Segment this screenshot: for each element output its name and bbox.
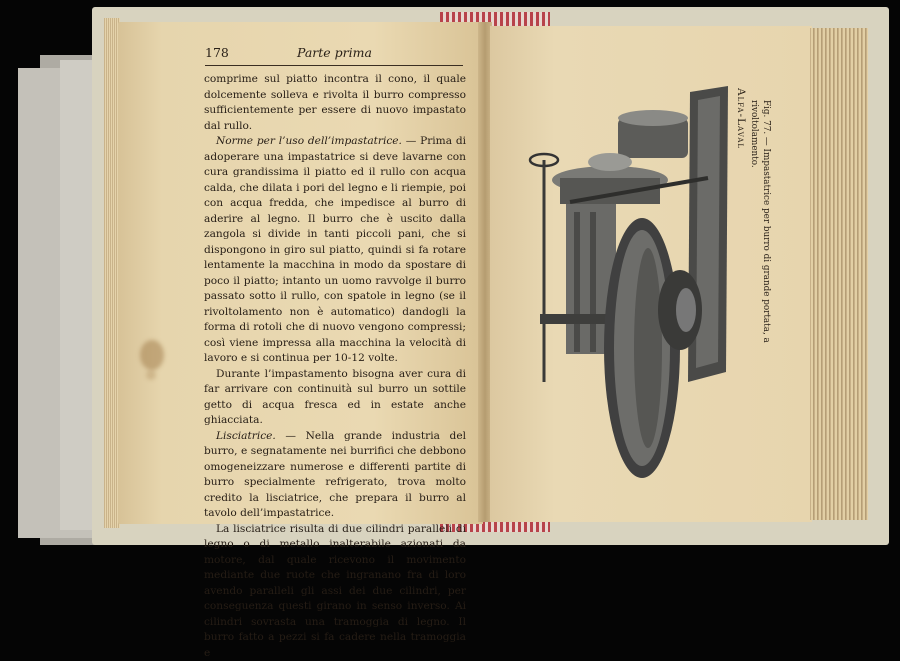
paragraph: Norme per l’uso dell’impastatrice. — Prima di adoperare una impastatrice si deve lavarne con cura grandissima il piatto ed il rullo con acqua calda, che dilata i pori del legno e li riempie, poi con acqua fredda, che impedisce al burro di aderire al legno. Il burro che è uscito dalla zangola si divide in tanti piccoli pani, che si dispongono in giro sul piatto, quindi si fa rotare lentamente la macchina in modo da spostare di poco il piatto; intanto un uomo ravvolge il burro passato sotto il rullo, con spatole in legno (se il rivoltolamento non è automatico) dandogli la forma di rotoli che di nuovo vengono compressi; così viene impressa alla macchina la velocità di lavoro e si continua per 10-12 volte. <box>204 134 466 367</box>
paragraph: comprime sul piatto incontra il cono, il quale dolcemente solleva e rivolta il burro compresso sufficientemente per essere di nuovo impastato dal rullo. <box>204 72 466 134</box>
body-text <box>204 72 466 661</box>
running-head: Parte prima <box>297 45 372 60</box>
page-number: 178 <box>205 45 229 60</box>
section-heading: Lisciatrice. <box>216 430 276 442</box>
figure-caption: Fig. 77. — Impastatrice per burro di grande portata, a rivoltolamento. <box>744 100 772 400</box>
upper-drum-top <box>618 110 688 126</box>
paragraph: Durante l’impastamento bisogna aver cura di far arrivare con continuità sul burro un sottile getto di acqua fresca ed in estate anche ghiacciata. <box>204 367 466 429</box>
paragraph: Lisciatrice. — Nella grande industria del burro, e segnatamente nei burrifici che debbono omogeneizzare numerose e differenti partite di burro specialmente refrigerato, trova molto credito la lisciatrice, che prepara il burro al tavolo dell’impastatrice. <box>204 429 466 522</box>
paragraph: La lisciatrice risulta di due cilindri paralleli di legno o di metallo inalterabile azionati da motore, dal quale ricevono il movimento mediante due ruote che ingranano fra di loro avendo paralleli gli assi dei due cilindri, per conseguenza questi girano in senso inverso. Ai cilindri sovrasta una tramoggia di legno. Il burro fatto a pezzi si fa cadere nella tramoggia e <box>204 522 466 661</box>
right-page-edges <box>810 28 868 520</box>
figure-brand-mark: Alfa-Laval <box>729 88 747 178</box>
cone-roller <box>588 153 632 171</box>
page-header <box>205 40 463 66</box>
section-heading: Norme per l’uso dell’impastatrice. <box>216 135 402 147</box>
foxing-stain <box>146 370 156 380</box>
foxing-stain <box>140 340 164 370</box>
